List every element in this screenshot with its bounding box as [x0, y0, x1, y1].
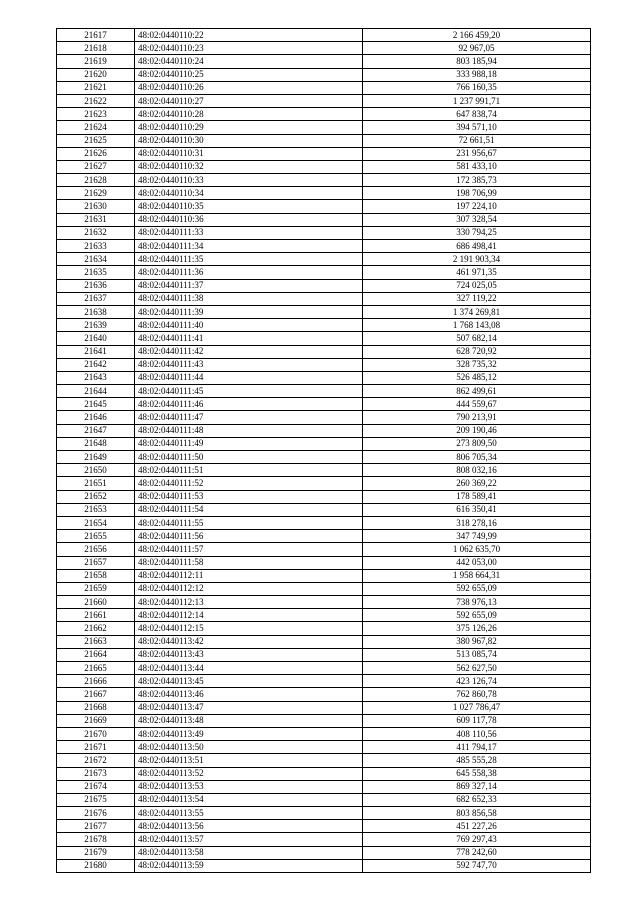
- row-number-cell: 21631: [57, 213, 135, 226]
- cadastral-number-cell: 48:02:0440113:49: [135, 727, 363, 740]
- cadastral-number-cell: 48:02:0440113:47: [135, 701, 363, 714]
- table-row: [57, 780, 591, 793]
- cadastral-number-cell: 48:02:0440110:27: [135, 94, 363, 107]
- row-number-cell: 21656: [57, 543, 135, 556]
- cadastral-value-cell: 408 110,56: [363, 727, 591, 740]
- row-number-cell: 21676: [57, 807, 135, 820]
- table-row: [57, 451, 591, 464]
- table-row: [57, 108, 591, 121]
- table-row: [57, 398, 591, 411]
- table-row: [57, 582, 591, 595]
- cadastral-number-cell: 48:02:0440110:29: [135, 121, 363, 134]
- cadastral-number-cell: 48:02:0440111:41: [135, 332, 363, 345]
- table-row: [57, 385, 591, 398]
- cadastral-value-cell: 198 706,99: [363, 187, 591, 200]
- table-row: [57, 358, 591, 371]
- table-row: [57, 55, 591, 68]
- table-row: [57, 648, 591, 661]
- table-row: [57, 411, 591, 424]
- cadastral-value-cell: 724 025,05: [363, 279, 591, 292]
- table-row: [57, 530, 591, 543]
- cadastral-number-cell: 48:02:0440112:15: [135, 622, 363, 635]
- cadastral-value-cell: 806 705,34: [363, 451, 591, 464]
- table-row: [57, 424, 591, 437]
- cadastral-number-cell: 48:02:0440110:31: [135, 147, 363, 160]
- cadastral-number-cell: 48:02:0440113:56: [135, 820, 363, 833]
- cadastral-number-cell: 48:02:0440111:54: [135, 503, 363, 516]
- cadastral-value-cell: 178 589,41: [363, 490, 591, 503]
- row-number-cell: 21675: [57, 793, 135, 806]
- row-number-cell: 21624: [57, 121, 135, 134]
- row-number-cell: 21645: [57, 398, 135, 411]
- table-row: [57, 174, 591, 187]
- table-row: [57, 160, 591, 173]
- table-row: [57, 29, 591, 42]
- cadastral-value-cell: 616 350,41: [363, 503, 591, 516]
- table-row: [57, 490, 591, 503]
- cadastral-number-cell: 48:02:0440113:58: [135, 846, 363, 859]
- table-row: [57, 134, 591, 147]
- cadastral-number-cell: 48:02:0440110:26: [135, 81, 363, 94]
- row-number-cell: 21663: [57, 635, 135, 648]
- table-row: [57, 437, 591, 450]
- table-row: [57, 556, 591, 569]
- cadastral-number-cell: 48:02:0440110:33: [135, 174, 363, 187]
- table-row: [57, 543, 591, 556]
- table-row: [57, 846, 591, 859]
- table-row: [57, 319, 591, 332]
- cadastral-number-cell: 48:02:0440111:56: [135, 530, 363, 543]
- row-number-cell: 21669: [57, 714, 135, 727]
- table-row: [57, 464, 591, 477]
- row-number-cell: 21622: [57, 94, 135, 107]
- table-row: [57, 807, 591, 820]
- row-number-cell: 21647: [57, 424, 135, 437]
- row-number-cell: 21642: [57, 358, 135, 371]
- cadastral-value-cell: 347 749,99: [363, 530, 591, 543]
- cadastral-value-cell: 1 374 269,81: [363, 305, 591, 318]
- table-row: [57, 292, 591, 305]
- cadastral-value-cell: 209 190,46: [363, 424, 591, 437]
- cadastral-value-cell: 2 166 459,20: [363, 29, 591, 42]
- row-number-cell: 21649: [57, 451, 135, 464]
- table-row: [57, 305, 591, 318]
- table-row: [57, 727, 591, 740]
- row-number-cell: 21618: [57, 42, 135, 55]
- cadastral-value-cell: 790 213,91: [363, 411, 591, 424]
- table-row: [57, 187, 591, 200]
- cadastral-value-cell: 803 185,94: [363, 55, 591, 68]
- cadastral-number-cell: 48:02:0440111:58: [135, 556, 363, 569]
- row-number-cell: 21633: [57, 240, 135, 253]
- table-row: [57, 767, 591, 780]
- cadastral-number-cell: 48:02:0440111:47: [135, 411, 363, 424]
- table-row: [57, 675, 591, 688]
- cadastral-value-cell: 628 720,92: [363, 345, 591, 358]
- cadastral-value-cell: 645 558,38: [363, 767, 591, 780]
- row-number-cell: 21619: [57, 55, 135, 68]
- cadastral-value-cell: 380 967,82: [363, 635, 591, 648]
- row-number-cell: 21627: [57, 160, 135, 173]
- row-number-cell: 21659: [57, 582, 135, 595]
- cadastral-number-cell: 48:02:0440113:51: [135, 754, 363, 767]
- cadastral-number-cell: 48:02:0440111:40: [135, 319, 363, 332]
- cadastral-number-cell: 48:02:0440113:59: [135, 859, 363, 872]
- cadastral-value-cell: 592 655,09: [363, 609, 591, 622]
- table-row: [57, 833, 591, 846]
- cadastral-number-cell: 48:02:0440113:53: [135, 780, 363, 793]
- cadastral-number-cell: 48:02:0440113:43: [135, 648, 363, 661]
- cadastral-value-cell: 197 224,10: [363, 200, 591, 213]
- cadastral-value-cell: 686 498,41: [363, 240, 591, 253]
- row-number-cell: 21671: [57, 741, 135, 754]
- cadastral-value-cell: 682 652,33: [363, 793, 591, 806]
- cadastral-value-cell: 72 661,51: [363, 134, 591, 147]
- table-row: [57, 81, 591, 94]
- table-row: [57, 213, 591, 226]
- cadastral-value-table: [56, 28, 591, 873]
- cadastral-number-cell: 48:02:0440111:43: [135, 358, 363, 371]
- table-row: [57, 226, 591, 239]
- row-number-cell: 21661: [57, 609, 135, 622]
- cadastral-value-cell: 2 191 903,34: [363, 253, 591, 266]
- cadastral-value-cell: 738 976,13: [363, 596, 591, 609]
- cadastral-number-cell: 48:02:0440112:12: [135, 582, 363, 595]
- table-row: [57, 147, 591, 160]
- cadastral-value-cell: 327 119,22: [363, 292, 591, 305]
- cadastral-value-cell: 1 958 664,31: [363, 569, 591, 582]
- cadastral-value-cell: 803 856,58: [363, 807, 591, 820]
- row-number-cell: 21636: [57, 279, 135, 292]
- cadastral-value-cell: 769 297,43: [363, 833, 591, 846]
- cadastral-value-cell: 394 571,10: [363, 121, 591, 134]
- table-row: [57, 279, 591, 292]
- row-number-cell: 21677: [57, 820, 135, 833]
- row-number-cell: 21641: [57, 345, 135, 358]
- cadastral-value-cell: 808 032,16: [363, 464, 591, 477]
- cadastral-number-cell: 48:02:0440111:46: [135, 398, 363, 411]
- row-number-cell: 21664: [57, 648, 135, 661]
- row-number-cell: 21655: [57, 530, 135, 543]
- cadastral-number-cell: 48:02:0440111:50: [135, 451, 363, 464]
- cadastral-number-cell: 48:02:0440111:48: [135, 424, 363, 437]
- row-number-cell: 21662: [57, 622, 135, 635]
- cadastral-number-cell: 48:02:0440111:37: [135, 279, 363, 292]
- row-number-cell: 21679: [57, 846, 135, 859]
- cadastral-value-cell: 592 655,09: [363, 582, 591, 595]
- cadastral-number-cell: 48:02:0440113:52: [135, 767, 363, 780]
- cadastral-value-cell: 172 385,73: [363, 174, 591, 187]
- cadastral-number-cell: 48:02:0440111:34: [135, 240, 363, 253]
- cadastral-value-cell: 507 682,14: [363, 332, 591, 345]
- cadastral-value-cell: 526 485,12: [363, 371, 591, 384]
- row-number-cell: 21638: [57, 305, 135, 318]
- table-body: [57, 29, 591, 873]
- cadastral-value-cell: 485 555,28: [363, 754, 591, 767]
- table-row: [57, 793, 591, 806]
- cadastral-number-cell: 48:02:0440112:13: [135, 596, 363, 609]
- row-number-cell: 21651: [57, 477, 135, 490]
- cadastral-value-cell: 92 967,05: [363, 42, 591, 55]
- cadastral-number-cell: 48:02:0440113:46: [135, 688, 363, 701]
- table-row: [57, 477, 591, 490]
- row-number-cell: 21643: [57, 371, 135, 384]
- row-number-cell: 21660: [57, 596, 135, 609]
- table-row: [57, 516, 591, 529]
- table-row: [57, 266, 591, 279]
- table-row: [57, 68, 591, 81]
- row-number-cell: 21648: [57, 437, 135, 450]
- cadastral-number-cell: 48:02:0440110:25: [135, 68, 363, 81]
- cadastral-number-cell: 48:02:0440111:35: [135, 253, 363, 266]
- row-number-cell: 21640: [57, 332, 135, 345]
- cadastral-value-cell: 328 735,32: [363, 358, 591, 371]
- row-number-cell: 21673: [57, 767, 135, 780]
- row-number-cell: 21670: [57, 727, 135, 740]
- cadastral-value-cell: 442 053,00: [363, 556, 591, 569]
- cadastral-number-cell: 48:02:0440111:38: [135, 292, 363, 305]
- cadastral-number-cell: 48:02:0440111:52: [135, 477, 363, 490]
- table-row: [57, 42, 591, 55]
- row-number-cell: 21621: [57, 81, 135, 94]
- row-number-cell: 21672: [57, 754, 135, 767]
- table-row: [57, 569, 591, 582]
- cadastral-value-cell: 273 809,50: [363, 437, 591, 450]
- cadastral-number-cell: 48:02:0440113:44: [135, 662, 363, 675]
- row-number-cell: 21639: [57, 319, 135, 332]
- cadastral-value-cell: 260 369,22: [363, 477, 591, 490]
- cadastral-value-cell: 647 838,74: [363, 108, 591, 121]
- cadastral-value-cell: 1 237 991,71: [363, 94, 591, 107]
- row-number-cell: 21646: [57, 411, 135, 424]
- cadastral-number-cell: 48:02:0440111:57: [135, 543, 363, 556]
- row-number-cell: 21680: [57, 859, 135, 872]
- cadastral-number-cell: 48:02:0440112:14: [135, 609, 363, 622]
- table-row: [57, 701, 591, 714]
- row-number-cell: 21632: [57, 226, 135, 239]
- cadastral-number-cell: 48:02:0440113:50: [135, 741, 363, 754]
- row-number-cell: 21665: [57, 662, 135, 675]
- cadastral-number-cell: 48:02:0440111:45: [135, 385, 363, 398]
- table-row: [57, 200, 591, 213]
- row-number-cell: 21674: [57, 780, 135, 793]
- cadastral-number-cell: 48:02:0440111:39: [135, 305, 363, 318]
- row-number-cell: 21654: [57, 516, 135, 529]
- row-number-cell: 21625: [57, 134, 135, 147]
- cadastral-number-cell: 48:02:0440110:23: [135, 42, 363, 55]
- cadastral-value-cell: 318 278,16: [363, 516, 591, 529]
- row-number-cell: 21626: [57, 147, 135, 160]
- cadastral-value-cell: 513 085,74: [363, 648, 591, 661]
- row-number-cell: 21658: [57, 569, 135, 582]
- cadastral-value-cell: 330 794,25: [363, 226, 591, 239]
- row-number-cell: 21667: [57, 688, 135, 701]
- cadastral-value-cell: 766 160,35: [363, 81, 591, 94]
- cadastral-number-cell: 48:02:0440111:53: [135, 490, 363, 503]
- table-row: [57, 94, 591, 107]
- cadastral-value-cell: 451 227,26: [363, 820, 591, 833]
- table-row: [57, 688, 591, 701]
- row-number-cell: 21620: [57, 68, 135, 81]
- row-number-cell: 21650: [57, 464, 135, 477]
- row-number-cell: 21652: [57, 490, 135, 503]
- cadastral-number-cell: 48:02:0440113:57: [135, 833, 363, 846]
- cadastral-value-cell: 778 242,60: [363, 846, 591, 859]
- row-number-cell: 21666: [57, 675, 135, 688]
- cadastral-value-cell: 1 027 786,47: [363, 701, 591, 714]
- table-row: [57, 503, 591, 516]
- table-row: [57, 332, 591, 345]
- cadastral-number-cell: 48:02:0440111:55: [135, 516, 363, 529]
- row-number-cell: 21657: [57, 556, 135, 569]
- cadastral-value-cell: 423 126,74: [363, 675, 591, 688]
- cadastral-value-cell: 609 117,78: [363, 714, 591, 727]
- table-row: [57, 820, 591, 833]
- cadastral-number-cell: 48:02:0440110:34: [135, 187, 363, 200]
- cadastral-number-cell: 48:02:0440110:35: [135, 200, 363, 213]
- row-number-cell: 21617: [57, 29, 135, 42]
- cadastral-value-cell: 333 988,18: [363, 68, 591, 81]
- cadastral-value-cell: 411 794,17: [363, 741, 591, 754]
- cadastral-number-cell: 48:02:0440113:55: [135, 807, 363, 820]
- cadastral-number-cell: 48:02:0440113:48: [135, 714, 363, 727]
- cadastral-value-cell: 562 627,50: [363, 662, 591, 675]
- cadastral-value-cell: 762 860,78: [363, 688, 591, 701]
- row-number-cell: 21630: [57, 200, 135, 213]
- cadastral-value-cell: 1 062 635,70: [363, 543, 591, 556]
- cadastral-number-cell: 48:02:0440111:33: [135, 226, 363, 239]
- cadastral-value-cell: 375 126,26: [363, 622, 591, 635]
- table-row: [57, 859, 591, 872]
- table-row: [57, 635, 591, 648]
- cadastral-number-cell: 48:02:0440111:44: [135, 371, 363, 384]
- row-number-cell: 21668: [57, 701, 135, 714]
- row-number-cell: 21637: [57, 292, 135, 305]
- table-row: [57, 596, 591, 609]
- cadastral-number-cell: 48:02:0440111:51: [135, 464, 363, 477]
- cadastral-number-cell: 48:02:0440110:24: [135, 55, 363, 68]
- table-row: [57, 754, 591, 767]
- cadastral-value-cell: 307 328,54: [363, 213, 591, 226]
- cadastral-number-cell: 48:02:0440111:42: [135, 345, 363, 358]
- table-row: [57, 741, 591, 754]
- cadastral-number-cell: 48:02:0440113:54: [135, 793, 363, 806]
- cadastral-number-cell: 48:02:0440110:28: [135, 108, 363, 121]
- cadastral-value-cell: 461 971,35: [363, 266, 591, 279]
- cadastral-value-cell: 592 747,70: [363, 859, 591, 872]
- cadastral-number-cell: 48:02:0440112:11: [135, 569, 363, 582]
- table-row: [57, 121, 591, 134]
- table-row: [57, 662, 591, 675]
- cadastral-value-cell: 862 499,61: [363, 385, 591, 398]
- cadastral-number-cell: 48:02:0440110:36: [135, 213, 363, 226]
- table-row: [57, 609, 591, 622]
- table-row: [57, 345, 591, 358]
- cadastral-number-cell: 48:02:0440113:42: [135, 635, 363, 648]
- table-row: [57, 371, 591, 384]
- table-row: [57, 240, 591, 253]
- row-number-cell: 21634: [57, 253, 135, 266]
- cadastral-number-cell: 48:02:0440111:36: [135, 266, 363, 279]
- row-number-cell: 21678: [57, 833, 135, 846]
- cadastral-number-cell: 48:02:0440110:30: [135, 134, 363, 147]
- cadastral-number-cell: 48:02:0440113:45: [135, 675, 363, 688]
- row-number-cell: 21623: [57, 108, 135, 121]
- row-number-cell: 21635: [57, 266, 135, 279]
- cadastral-value-cell: 231 956,67: [363, 147, 591, 160]
- table-row: [57, 253, 591, 266]
- row-number-cell: 21629: [57, 187, 135, 200]
- row-number-cell: 21653: [57, 503, 135, 516]
- cadastral-value-cell: 581 433,10: [363, 160, 591, 173]
- cadastral-number-cell: 48:02:0440110:22: [135, 29, 363, 42]
- cadastral-number-cell: 48:02:0440111:49: [135, 437, 363, 450]
- row-number-cell: 21628: [57, 174, 135, 187]
- cadastral-value-cell: 1 768 143,08: [363, 319, 591, 332]
- cadastral-value-cell: 869 327,14: [363, 780, 591, 793]
- cadastral-number-cell: 48:02:0440110:32: [135, 160, 363, 173]
- table-row: [57, 622, 591, 635]
- cadastral-value-cell: 444 559,67: [363, 398, 591, 411]
- row-number-cell: 21644: [57, 385, 135, 398]
- table-row: [57, 714, 591, 727]
